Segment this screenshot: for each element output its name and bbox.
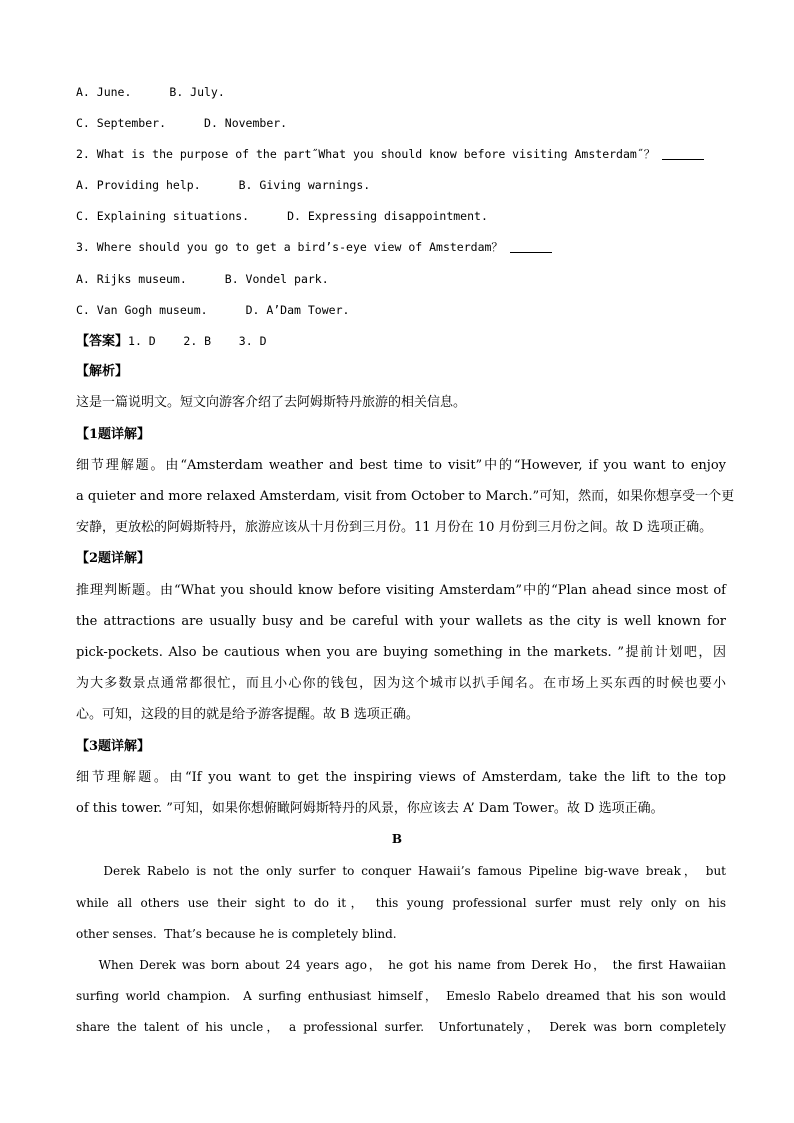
q2-option-c: C. Explaining situations. [76, 209, 250, 223]
answer-label: 【答案】 [76, 334, 129, 349]
q2-options-row1 [76, 177, 370, 193]
answer-value: 1. D 2. B 3. D [128, 334, 267, 348]
analysis-summary: 这是一篇说明文。短文向游客介绍了去阿姆斯特丹旅游的相关信息。 [76, 395, 467, 410]
detail1-line: 细节理解题。由“Amsterdam weather and best time to visit”中的“However, if you want to enjoy [76, 458, 726, 473]
q1-option-c: C. September. [76, 116, 167, 130]
detail1-line: 安静，更放松的阿姆斯特丹，旅游应该从十月份到三月份。11 月份在 10 月份到三月份之间。故 D 选项正确。 [76, 520, 713, 535]
detail2-line: 心。可知，这段的目的就是给予游客提醒。故 B 选项正确。 [76, 707, 419, 722]
passage-line: When Derek was born about 24 years ago， he got his name from Derek Ho， the first Hawaiian [76, 958, 726, 972]
q3-stem-row [76, 239, 552, 255]
detail1-label: 【1题详解】 [76, 427, 151, 442]
detail3-label: 【3题详解】 [76, 739, 151, 754]
detail2-line: 为大多数景点通常都很忙，而且小心你的钱包，因为这个城市以扒手闻名。在市场上买东西的时候也要小 [76, 676, 726, 691]
q3-stem: 3. Where should you go to get a bird’s-eye view of Amsterdam？ [76, 240, 503, 254]
q2-answer-blank [662, 147, 704, 160]
analysis-label: 【解析】 [76, 364, 129, 379]
section-b-heading: B [391, 832, 403, 846]
detail3-line: of this tower. ”可知，如果你想俯瞰阿姆斯特丹的风景，你应该去 A’ Dam Tower。故 D 选项正确。 [76, 801, 664, 816]
q1-options-row1 [76, 84, 225, 100]
q2-stem-row [76, 146, 704, 162]
passage-line: share the talent of his uncle， a professional surfer. Unfortunately， Derek was born completely [76, 1020, 726, 1034]
q3-option-d: D. A’Dam Tower. [245, 303, 350, 317]
passage-line: surfing world champion. A surfing enthusiast himself， Emeslo Rabelo dreamed that his son would [76, 989, 726, 1003]
q3-option-b: B. Vondel park. [224, 272, 329, 286]
q1-options-row2 [76, 115, 287, 131]
q2-option-d: D. Expressing disappointment. [287, 209, 488, 223]
q3-option-c: C. Van Gogh museum. [76, 303, 208, 317]
q1-option-a: A. June. [76, 85, 132, 99]
detail2-label: 【2题详解】 [76, 551, 151, 566]
q2-stem: 2. What is the purpose of the part˝What you should know before visiting Amsterdam˝？ [76, 147, 656, 161]
detail2-line: 推理判断题。由“What you should know before visiting Amsterdam”中的“Plan ahead since most of [76, 583, 726, 598]
passage-line: while all others use their sight to do it， this young professional surfer must rely only on his [76, 896, 726, 910]
detail3-line: 细节理解题。由“If you want to get the inspiring views of Amsterdam, take the lift to the top [76, 770, 726, 785]
q2-options-row2 [76, 208, 488, 224]
detail1-line: a quieter and more relaxed Amsterdam, visit from October to March.”可知，然而，如果你想享受一个更 [76, 489, 735, 504]
q3-options-row1 [76, 271, 329, 287]
q3-option-a: A. Rijks museum. [76, 272, 187, 286]
q1-option-b: B. July. [169, 85, 225, 99]
q3-answer-blank [510, 240, 552, 253]
detail2-line: pick-pockets. Also be cautious when you are buying something in the markets. ”提前计划吧，因 [76, 645, 726, 660]
answer-row [76, 333, 267, 350]
detail2-line: the attractions are usually busy and be careful with your wallets as the city is well known for [76, 614, 726, 629]
passage-line: other senses. That’s because he is completely blind. [76, 927, 397, 941]
q1-option-d: D. November. [204, 116, 288, 130]
passage-line: Derek Rabelo is not the only surfer to conquer Hawaii’s famous Pipeline big-wave break， but [76, 864, 726, 878]
q2-option-a: A. Providing help. [76, 178, 201, 192]
q2-option-b: B. Giving warnings. [238, 178, 371, 192]
q3-options-row2 [76, 302, 349, 318]
